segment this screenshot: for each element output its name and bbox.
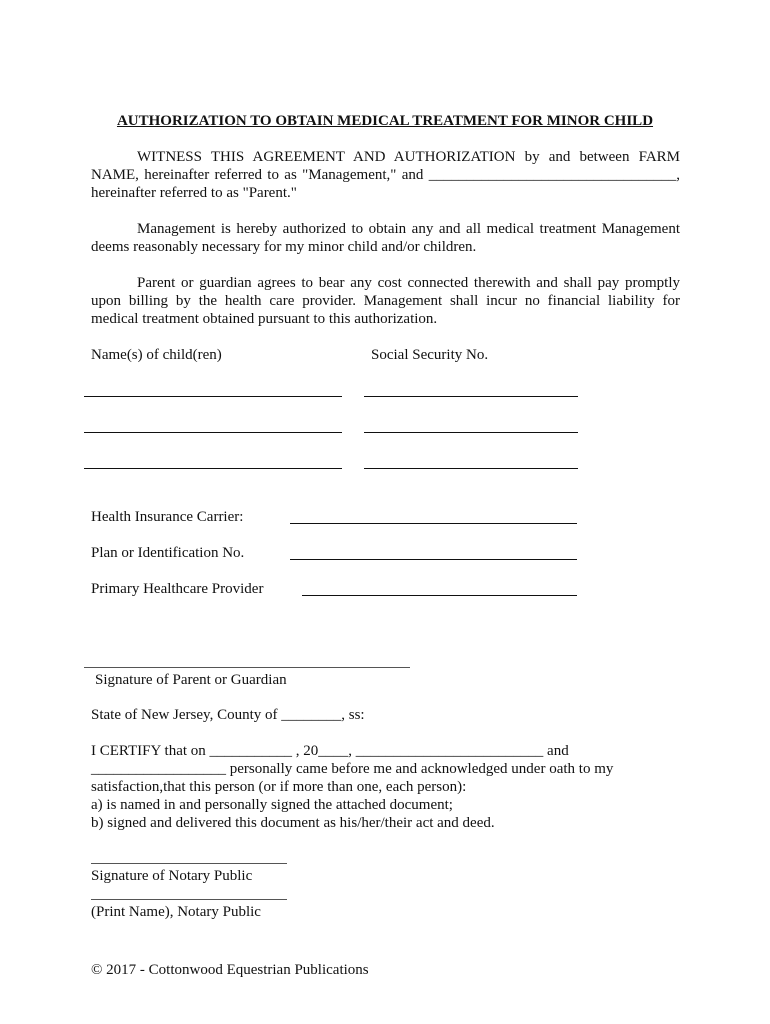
witness-line-2: NAME, hereinafter referred to as "Management," and _________________________________, (91, 167, 680, 183)
cost-line-1: Parent or guardian agrees to bear any cost connected therewith and shall pay promptly (137, 275, 680, 291)
notary-print-name-label: (Print Name), Notary Public (91, 904, 261, 920)
ssn-line-2[interactable] (364, 432, 578, 433)
insurance-carrier-line[interactable] (290, 523, 577, 524)
plan-id-line[interactable] (290, 559, 577, 560)
child-name-line-1[interactable] (84, 396, 342, 397)
child-name-label: Name(s) of child(ren) (91, 347, 222, 363)
certify-line-2: __________________ personally came before me and acknowledged under oath to my (91, 761, 614, 777)
notary-signature-label: Signature of Notary Public (91, 868, 253, 884)
plan-id-label: Plan or Identification No. (91, 545, 245, 561)
clause-b: b) signed and delivered this document as his/her/their act and deed. (91, 815, 495, 831)
notary-signature-line[interactable] (91, 863, 287, 864)
witness-line-1: WITNESS THIS AGREEMENT AND AUTHORIZATION by and between FARM (137, 149, 680, 165)
healthcare-provider-label: Primary Healthcare Provider (91, 581, 264, 597)
cost-line-2: upon billing by the health care provider. Management shall incur no financial liability for (91, 293, 680, 309)
parent-signature-label: Signature of Parent or Guardian (95, 672, 287, 688)
ssn-line-3[interactable] (364, 468, 578, 469)
insurance-carrier-label: Health Insurance Carrier: (91, 509, 244, 525)
certify-line-1: I CERTIFY that on ___________ , 20____, _________________________ and (91, 743, 569, 759)
notary-print-name-line[interactable] (91, 899, 287, 900)
document-title: AUTHORIZATION TO OBTAIN MEDICAL TREATMENT FOR MINOR CHILD (116, 113, 654, 129)
certify-line-3: satisfaction,that this person (or if more than one, each person): (91, 779, 467, 795)
healthcare-provider-line[interactable] (302, 595, 577, 596)
child-name-line-3[interactable] (84, 468, 342, 469)
clause-a: a) is named in and personally signed the attached document; (91, 797, 453, 813)
child-name-line-2[interactable] (84, 432, 342, 433)
cost-line-3: medical treatment obtained pursuant to this authorization. (91, 311, 438, 327)
authorization-line-1: Management is hereby authorized to obtain any and all medical treatment Management (137, 221, 680, 237)
witness-line-3: hereinafter referred to as "Parent." (91, 185, 297, 201)
parent-signature-line[interactable] (84, 667, 410, 668)
copyright-footer: © 2017 - Cottonwood Equestrian Publications (91, 962, 369, 978)
ssn-line-1[interactable] (364, 396, 578, 397)
state-county-line: State of New Jersey, County of ________, ss: (91, 707, 365, 723)
ssn-label: Social Security No. (371, 347, 489, 363)
authorization-line-2: deems reasonably necessary for my minor child and/or children. (91, 239, 477, 255)
